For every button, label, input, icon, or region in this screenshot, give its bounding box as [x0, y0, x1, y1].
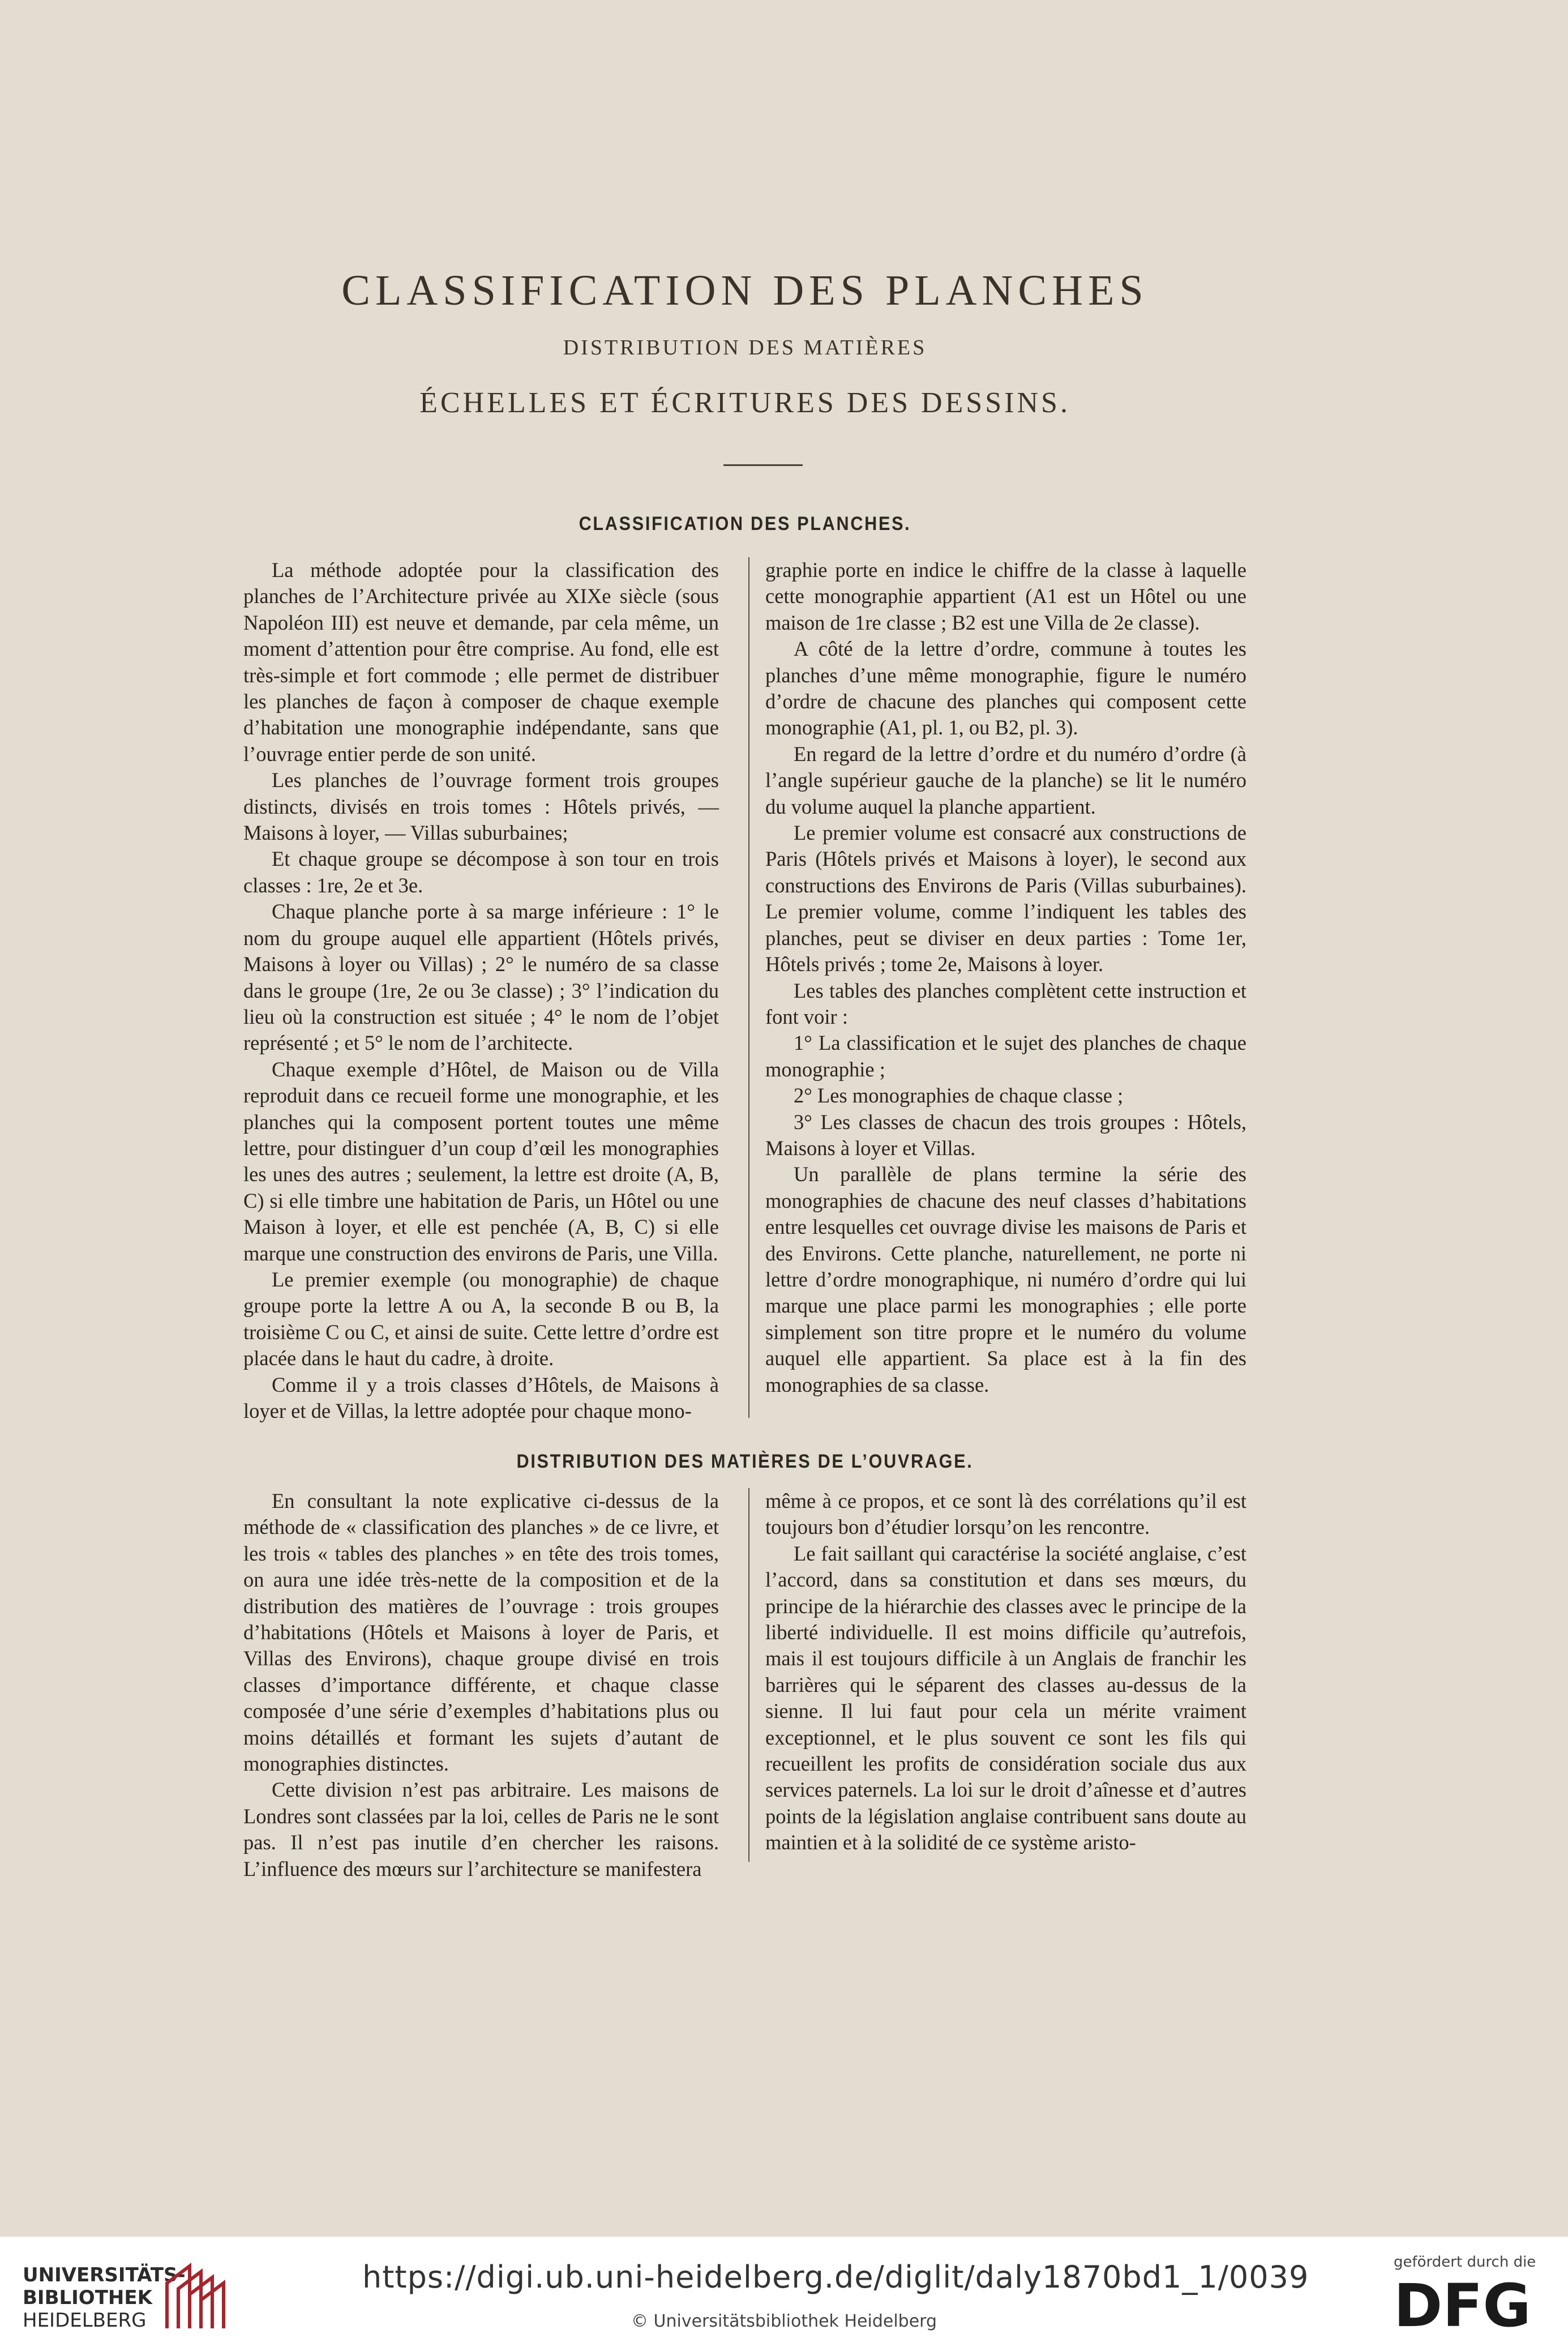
paragraph: Et chaque groupe se décompose à son tour en trois classes : 1re, 2e et 3e. — [243, 847, 719, 897]
permalink-url[interactable]: https://digi.ub.uni-heidelberg.de/diglit/daly1870bd1_1/0039 — [362, 2259, 1309, 2295]
viewer-footer — [0, 2237, 1568, 2351]
paragraph: A côté de la lettre d’ordre, commune à toutes les planches d’une même monographie, figure le numéro d’ordre de chacune des planches qui composent cette monographie (A1, pl. 1, ou B2, pl. 3). — [765, 637, 1246, 740]
paragraph: 3° Les classes de chacun des trois groupes : Hôtels, Maisons à loyer et Villas. — [765, 1110, 1246, 1160]
paragraph: Chaque planche porte à sa marge inférieure : 1° le nom du groupe auquel elle appartient (Hôtels privés, Maisons à loyer ou Villas) ; 2° le numéro de sa classe dans le groupe (1re, 2e ou 3e classe) ; 3° l’indication du lieu où la construction est située ; 4° le nom de l’objet représenté ; et 5° le nom de l’architecte. — [243, 900, 719, 1055]
page-subtitle-secondary: ÉCHELLES ET ÉCRITURES DES DESSINS. — [419, 387, 1070, 419]
section2-left-column — [243, 1488, 719, 1882]
paragraph: graphie porte en indice le chiffre de la classe à laquelle cette monographie appartient (A1 est un Hôtel ou une maison de 1re classe ; B2 est une Villa de 2e classe). — [765, 558, 1246, 634]
library-name-line: BIBLIOTHEK — [23, 2286, 152, 2309]
column-divider — [748, 1488, 749, 1862]
section1-right-column — [765, 557, 1246, 1398]
copyright-notice: © Universitätsbibliothek Heidelberg — [631, 2311, 937, 2331]
page-title: CLASSIFICATION DES PLANCHES — [341, 267, 1149, 314]
paragraph: En consultant la note explicative ci-dessus de la méthode de « classification des planches » de ce livre, et les trois « tables des planches » en tête des trois tomes, on aura une idée très-nette de la composition et de la distribution des matières de l’ouvrage : trois groupes d’habitations (Hôtels et Maisons à loyer de Paris, et Villas des Environs), chaque groupe divisé en trois classes d’importance différente, et chaque classe composée d’une série d’exemples d’habitations plus ou moins détaillés et formant les sujets d’autant de monographies distinctes. — [243, 1489, 719, 1776]
section2-right-column — [765, 1488, 1246, 1856]
paragraph: Le fait saillant qui caractérise la société anglaise, c’est l’accord, dans sa constitution et dans ses mœurs, du principe de la hiérarchie des classes avec le principe de la liberté individuelle. Il est moins difficile qu’autrefois, mais il est toujours difficile à un Anglais de franchir les barrières qui le séparent des classes au-dessus de la sienne. Il lui faut pour cela un mérite vraiment exceptionnel, et le plus souvent ce sont les fils qui recueillent les profits de considération sociale dus aux services paternels. La loi sur le droit d’aînesse et d’autres points de la législation anglaise contribuent sans doute au maintien et à la solidité de ce système aristo- — [765, 1541, 1246, 1854]
paragraph: La méthode adoptée pour la classification des planches de l’Architecture privée au XIXe siècle (sous Napoléon III) est neuve et demande, par cela même, un moment d’attention pour être comprise. Au fond, elle est très-simple et fort commode ; elle permet de distribuer les planches de façon à composer de chaque exemple d’habitation une monographie indépendante, sans que l’ouvrage entier perde de son unité. — [243, 558, 719, 766]
paragraph: 1° La classification et le sujet des planches de chaque monographie ; — [765, 1031, 1246, 1081]
dfg-logo-icon[interactable] — [1394, 2276, 1545, 2333]
paragraph: En regard de la lettre d’ordre et du numéro d’ordre (à l’angle supérieur gauche de la planche) se lit le numéro du volume auquel la planche appartient. — [765, 742, 1246, 818]
funding-label: gefördert durch die — [1394, 2254, 1536, 2271]
paragraph: Les planches de l’ouvrage forment trois groupes distincts, divisés en trois tomes : Hôtels privés, — Maisons à loyer, — Villas suburbaines; — [243, 768, 719, 845]
paragraph: Le premier volume est consacré aux constructions de Paris (Hôtels privés et Maisons à loyer), le second aux constructions des Environs de Paris (Villas suburbaines). Le premier volume, comme l’indiquent les tables des planches, peut se diviser en deux parties : Tome 1er, Hôtels privés ; tome 2e, Maisons à loyer. — [765, 821, 1246, 976]
paragraph: Cette division n’est pas arbitraire. Les maisons de Londres sont classées par la loi, celles de Paris ne le sont pas. Il n’est pas inutile d’en chercher les raisons. L’influence des mœurs sur l’architecture se manifestera — [243, 1778, 719, 1880]
paragraph: Chaque exemple d’Hôtel, de Maison ou de Villa reproduit dans ce recueil forme une monographie, et les planches qui la composent portent toutes une même lettre, pour distinguer d’un coup d’œil les monographies les unes des autres ; seulement, la lettre est droite (A, B, C) si elle timbre une habitation de Paris, un Hôtel ou une Maison à loyer, et elle est penchée (A, B, C) si elle marque une construction des environs de Paris, une Villa. — [243, 1057, 719, 1265]
paragraph: 2° Les monographies de chaque classe ; — [794, 1084, 1124, 1108]
paragraph: Les tables des planches complètent cette instruction et font voir : — [765, 978, 1246, 1028]
page-subtitle: DISTRIBUTION DES MATIÈRES — [563, 336, 927, 360]
library-name-line: HEIDELBERG — [23, 2309, 147, 2332]
paragraph: Un parallèle de plans termine la série des monographies de chacune des neuf classes d’habitations entre lesquelles cet ouvrage divise les maisons de Paris et des Environs. Cette planche, naturellement, ne porte ni lettre d’ordre monographique, ni numéro d’ordre qui lui marque une place parmi les monographies ; elle porte simplement son titre propre et le numéro du volume auquel elle appartient. Sa place est à la fin des monographies de sa classe. — [765, 1162, 1246, 1396]
section-heading-distribution: DISTRIBUTION DES MATIÈRES DE L’OUVRAGE. — [516, 1451, 974, 1472]
dfg-logo-text: DFG — [1394, 2276, 1531, 2333]
library-name-line: UNIVERSITÄTS- — [23, 2264, 186, 2286]
section1-left-column — [243, 557, 719, 1424]
paragraph: Le premier exemple (ou monographie) de chaque groupe porte la lettre A ou A, la seconde B ou B, la troisième C ou C, et ainsi de suite. Cette lettre d’ordre est placée dans le haut du cadre, à droite. — [243, 1267, 719, 1370]
column-divider — [748, 557, 749, 1418]
title-divider-rule — [723, 464, 803, 466]
section-heading-classification: CLASSIFICATION DES PLANCHES. — [579, 513, 911, 535]
paragraph: Comme il y a trois classes d’Hôtels, de Maisons à loyer et de Villas, la lettre adoptée pour chaque mono- — [243, 1373, 719, 1422]
paragraph: même à ce propos, et ce sont là des corrélations qu’il est toujours bon d’étudier lorsqu’on les rencontre. — [765, 1489, 1246, 1539]
